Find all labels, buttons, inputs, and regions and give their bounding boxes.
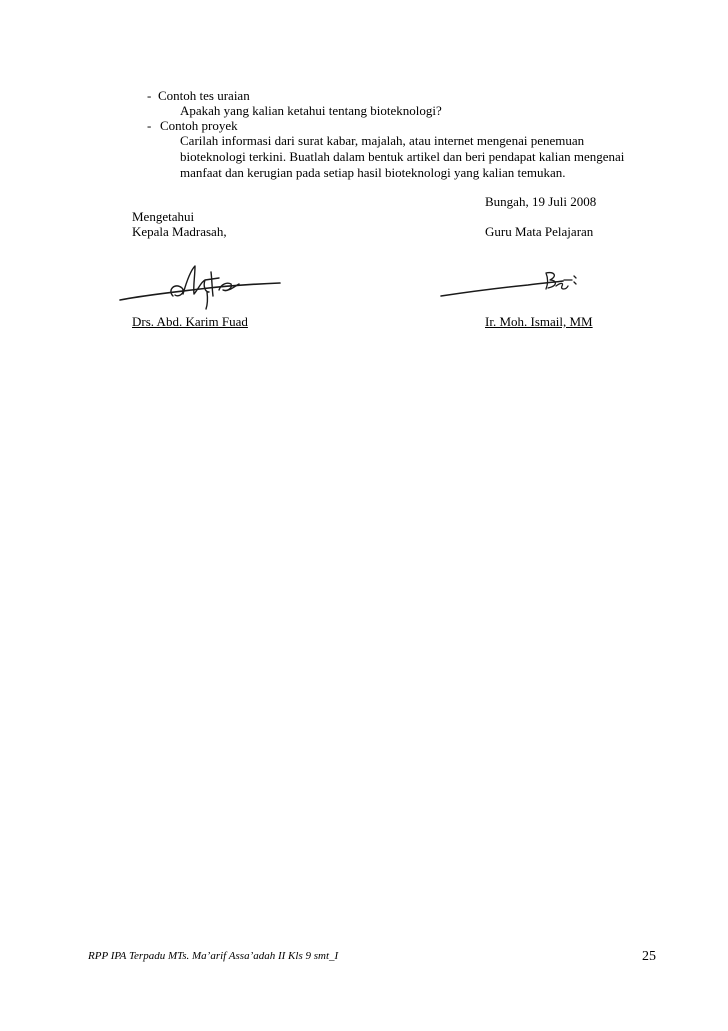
right-signatory-name: Ir. Moh. Ismail, MM xyxy=(485,314,593,329)
item-text-tes-uraian: Apakah yang kalian ketahui tentang bioteknologi? xyxy=(180,103,442,118)
left-heading: Mengetahui xyxy=(132,209,195,224)
footer-text: RPP IPA Terpadu MTs. Ma’arif Assa’adah II Kls 9 smt_I xyxy=(88,950,339,962)
item-label-tes-uraian: Contoh tes uraian xyxy=(158,88,250,103)
right-signature xyxy=(438,268,588,304)
list-dash: - xyxy=(147,88,152,103)
item-label-proyek: Contoh proyek xyxy=(160,118,238,133)
page-number: 25 xyxy=(642,949,656,964)
left-signatory-name: Drs. Abd. Karim Fuad xyxy=(132,314,248,329)
list-dash: - xyxy=(147,118,152,133)
item-text-proyek-line: manfaat dan kerugian pada setiap hasil bioteknologi yang kalian temukan. xyxy=(180,165,566,180)
left-signature xyxy=(115,262,285,310)
right-role: Guru Mata Pelajaran xyxy=(485,224,594,239)
place-date: Bungah, 19 Juli 2008 xyxy=(485,194,597,209)
item-text-proyek-line: Carilah informasi dari surat kabar, majalah, atau internet mengenai penemuan xyxy=(180,133,585,148)
left-role: Kepala Madrasah, xyxy=(132,224,227,239)
item-text-proyek-line: bioteknologi terkini. Buatlah dalam bentuk artikel dan beri pendapat kalian mengenai xyxy=(180,149,625,164)
